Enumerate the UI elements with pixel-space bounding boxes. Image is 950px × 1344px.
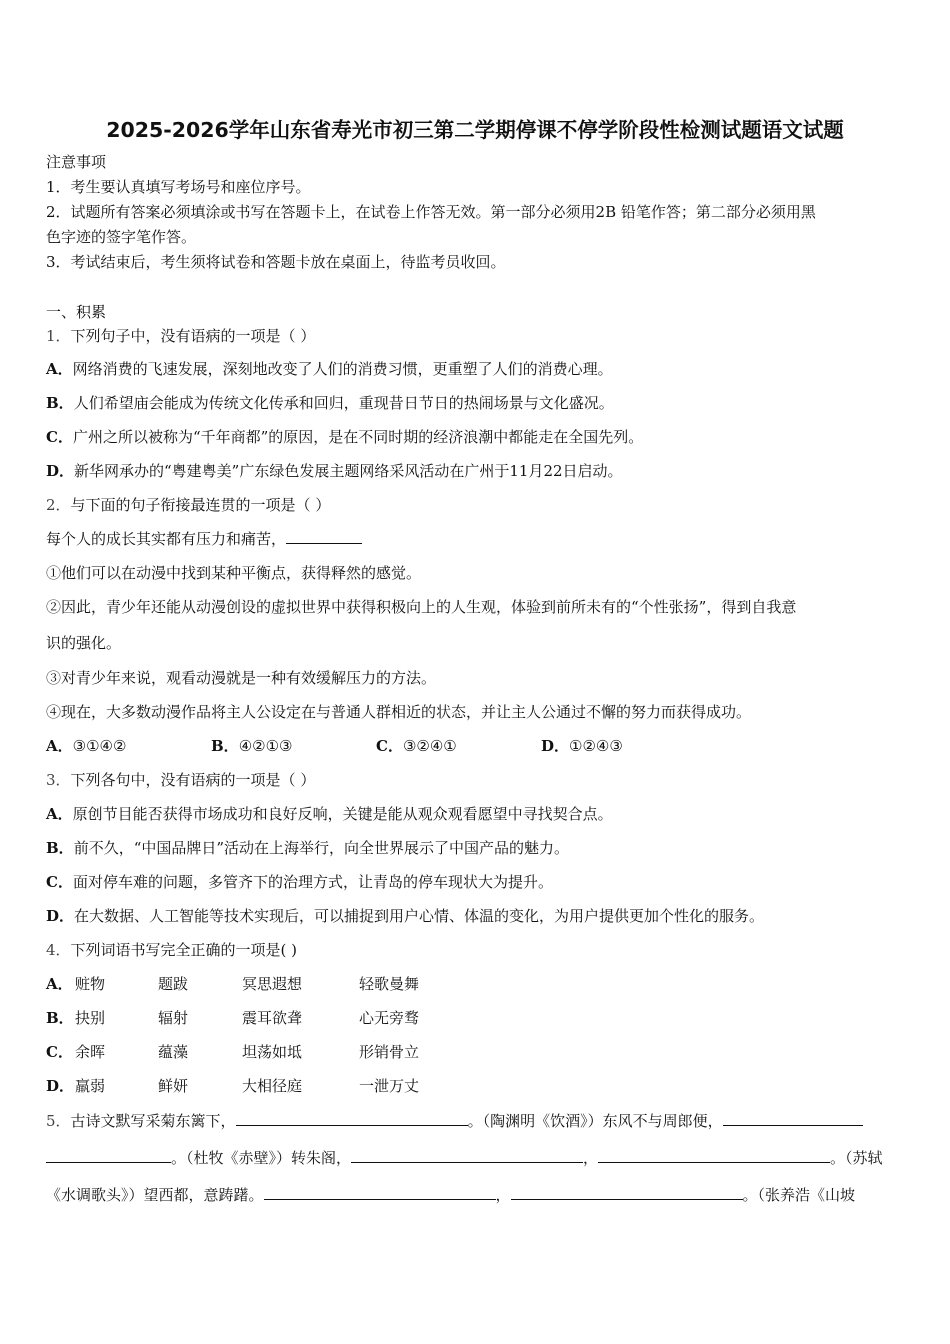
- question-5-line-1: [46, 1110, 863, 1132]
- question-text: ，: [583, 1149, 599, 1167]
- question-5-line-2: [46, 1147, 883, 1169]
- q2-option-c: [376, 735, 457, 757]
- answer-blank: [286, 529, 362, 544]
- option-text: 原创节目能否获得市场成功和良好反响，关键是能从观众观看愿望中寻找契合点。: [72, 805, 613, 823]
- q4-word: 坦荡如坻: [242, 1043, 303, 1061]
- option-text: 广州之所以被称为“千年商都”的原因，是在不同时期的经济浪潮中都能走在全国先列。: [72, 428, 644, 446]
- q1-option-b: [46, 392, 614, 414]
- question-text: ，: [495, 1186, 511, 1204]
- question-text: 下列各句中，没有语病的一项是（ ）: [70, 771, 316, 789]
- notice-item: 1．考生要认真填写考场号和座位序号。: [46, 178, 311, 196]
- question-3-stem: [46, 769, 315, 791]
- q4-word: 余晖: [75, 1043, 106, 1061]
- option-label: D．: [541, 737, 570, 755]
- q4-word: 抉别: [75, 1009, 106, 1027]
- page-title: 2025-2026学年山东省寿光市初三第二学期停课不停学阶段性检测试题语文试题: [106, 118, 844, 142]
- q4-row-label: C．: [46, 1043, 73, 1061]
- option-label: C．: [46, 873, 73, 891]
- notice-heading: 注意事项: [46, 153, 107, 171]
- question-text: 。（苏轼: [830, 1149, 883, 1167]
- option-label: D．: [46, 907, 75, 925]
- option-label: B．: [46, 394, 74, 412]
- question-text: 《水调歌头》）望西都，意踌躇。: [46, 1186, 264, 1204]
- q2-option-a: [46, 735, 126, 757]
- answer-blank: [351, 1148, 583, 1163]
- q4-word: 形销骨立: [359, 1043, 420, 1061]
- answer-blank: [723, 1111, 863, 1126]
- option-text: ③①④②: [72, 737, 127, 755]
- option-label: A．: [46, 737, 73, 755]
- option-text: 人们希望庙会能成为传统文化传承和回归，重现昔日节日的热闹场景与文化盛况。: [73, 394, 614, 412]
- section-heading: 一、积累: [46, 303, 107, 321]
- q4-word: 心无旁骛: [359, 1009, 420, 1027]
- q4-word: 鲜妍: [158, 1077, 189, 1095]
- option-label: A．: [46, 805, 73, 823]
- answer-blank: [598, 1148, 830, 1163]
- option-label: C．: [376, 737, 403, 755]
- question-number: 5．: [46, 1112, 71, 1130]
- option-label: D．: [46, 462, 75, 480]
- question-text: 古诗文默写采菊东篱下，: [70, 1112, 236, 1130]
- notice-item: 3．考试结束后，考生须将试卷和答题卡放在桌面上，待监考员收回。: [46, 253, 506, 271]
- question-number: 4．: [46, 941, 71, 959]
- q2-sentence: ④现在，大多数动漫作品将主人公设定在与普通人群相近的状态，并让主人公通过不懈的努力而获得成功。: [46, 703, 752, 721]
- answer-blank: [236, 1111, 468, 1126]
- q4-word: 冥思遐想: [242, 975, 303, 993]
- notice-item: 色字迹的签字笔作答。: [46, 228, 197, 246]
- question-text: 下列词语书写完全正确的一项是( ): [70, 941, 298, 959]
- option-text: 网络消费的飞速发展，深刻地改变了人们的消费习惯，更重塑了人们的消费心理。: [72, 360, 613, 378]
- question-number: 3．: [46, 771, 71, 789]
- option-text: ④②①③: [238, 737, 293, 755]
- q2-option-d: [541, 735, 623, 757]
- q2-sentence: ②因此，青少年还能从动漫创设的虚拟世界中获得积极向上的人生观，体验到前所未有的“个性张扬”，得到自我意: [46, 598, 797, 616]
- question-text: 。（陶渊明《饮酒》）东风不与周郎便，: [467, 1112, 723, 1130]
- q3-option-c: [46, 871, 553, 893]
- option-text: ③②④①: [402, 737, 457, 755]
- q3-option-b: [46, 837, 569, 859]
- q1-option-d: [46, 460, 623, 482]
- q1-option-c: [46, 426, 643, 448]
- option-text: 新华网承办的“粤建粤美”广东绿色发展主题网络采风活动在广州于11月22日启动。: [74, 462, 623, 480]
- q4-word: 蕴藻: [158, 1043, 189, 1061]
- answer-blank: [46, 1148, 171, 1163]
- question-text: 。（杜牧《赤壁》）转朱阁，: [171, 1149, 352, 1167]
- question-2-stem: [46, 494, 330, 516]
- q4-word: 大相径庭: [242, 1077, 303, 1095]
- option-text: ①②④③: [569, 737, 623, 755]
- notice-item: 2．试题所有答案必须填涂或书写在答题卡上，在试卷上作答无效。第一部分必须用2B 铅笔作答；第二部分必须用黑: [46, 203, 816, 221]
- q2-option-b: [211, 735, 292, 757]
- q2-lead: [46, 528, 362, 550]
- q1-option-a: [46, 358, 613, 380]
- question-5-line-3: [46, 1184, 855, 1206]
- question-number: 2．: [46, 496, 71, 514]
- q4-word: 赃物: [75, 975, 106, 993]
- q4-row-label: D．: [46, 1077, 75, 1095]
- question-text: 下列句子中，没有语病的一项是（ ）: [70, 327, 316, 345]
- q4-row-label: A．: [46, 975, 73, 993]
- q2-sentence: 识的强化。: [46, 634, 122, 652]
- q3-option-a: [46, 803, 613, 825]
- q4-word: 羸弱: [75, 1077, 106, 1095]
- question-text: 。（张养浩《山坡: [742, 1186, 856, 1204]
- question-number: 1．: [46, 327, 71, 345]
- question-4-stem: [46, 939, 297, 961]
- answer-blank: [511, 1185, 743, 1200]
- option-text: 在大数据、人工智能等技术实现后，可以捕捉到用户心情、体温的变化，为用户提供更加个性化的服务。: [74, 907, 765, 925]
- lead-text: 每个人的成长其实都有压力和痛苦，: [46, 530, 287, 548]
- option-text: 前不久，“中国品牌日”活动在上海举行，向全世界展示了中国产品的魅力。: [73, 839, 570, 857]
- q3-option-d: [46, 905, 764, 927]
- question-text: 与下面的句子衔接最连贯的一项是（ ）: [70, 496, 331, 514]
- q4-word: 轻歌曼舞: [359, 975, 420, 993]
- question-1-stem: [46, 325, 315, 347]
- q4-row-label: B．: [46, 1009, 74, 1027]
- q4-word: 一泄万丈: [359, 1077, 420, 1095]
- option-label: C．: [46, 428, 73, 446]
- option-label: B．: [211, 737, 239, 755]
- q2-sentence: ③对青少年来说，观看动漫就是一种有效缓解压力的方法。: [46, 669, 437, 687]
- q4-word: 题跋: [158, 975, 189, 993]
- q4-word: 辐射: [158, 1009, 189, 1027]
- q4-word: 震耳欲聋: [242, 1009, 303, 1027]
- option-label: A．: [46, 360, 73, 378]
- option-text: 面对停车难的问题，多管齐下的治理方式，让青岛的停车现状大为提升。: [72, 873, 553, 891]
- answer-blank: [264, 1185, 496, 1200]
- option-label: B．: [46, 839, 74, 857]
- q2-sentence: ①他们可以在动漫中找到某种平衡点，获得释然的感觉。: [46, 564, 422, 582]
